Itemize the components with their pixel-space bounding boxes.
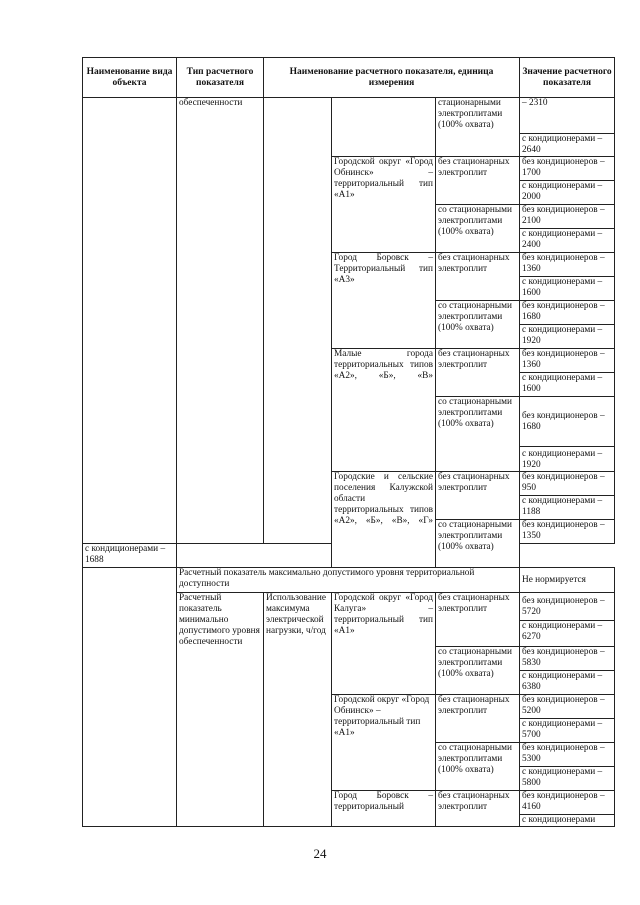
value-cell: – 2310 xyxy=(520,98,615,134)
stove-cell: стационарными электроплитами (100% охвата) xyxy=(436,98,520,157)
territory-cell-prev xyxy=(332,98,436,157)
indicator-type-cell: Расчетный показатель минимально допустимого уровня обеспеченности xyxy=(177,593,264,827)
stove-cell: со стационарными электроплитами (100% охвата) xyxy=(436,743,520,791)
value-cell: с кондиционерами xyxy=(520,815,615,827)
value-cell: без кондиционеров – 1700 xyxy=(520,157,615,181)
territory-cell-borovsk: Город Боровск – Территориальный тип «А3» xyxy=(332,253,436,349)
territory-cell-kaluga: Городской округ «Город Калуга» – территориальный тип «А1» xyxy=(332,593,436,695)
territory-cell-borovsk: Город Боровск – территориальный xyxy=(332,791,436,827)
value-cell: с кондиционерами – 1188 xyxy=(520,496,615,520)
stove-cell: со стационарными электроплитами (100% охвата) xyxy=(436,647,520,695)
value-cell: с кондиционерами – 5700 xyxy=(520,719,615,743)
value-cell: с кондиционерами – 2640 xyxy=(520,134,615,157)
stove-cell: без стационарных электроплит xyxy=(436,157,520,205)
object-type-cell xyxy=(83,568,177,827)
object-type-cell xyxy=(83,98,177,544)
page-number: 24 xyxy=(313,846,327,861)
value-cell: без кондиционеров – 1360 xyxy=(520,349,615,373)
norms-table xyxy=(82,57,615,827)
value-cell: без кондиционеров – 1680 xyxy=(520,301,615,325)
stove-cell: без стационарных электроплит xyxy=(436,593,520,647)
stove-cell: без стационарных электроплит xyxy=(436,695,520,743)
value-cell: с кондиционерами – 2000 xyxy=(520,181,615,205)
access-label: Расчетный показатель максимально допустимого уровня территориальной доступности xyxy=(177,568,520,593)
header-indicator-name: Наименование расчетного показателя, единица измерения xyxy=(264,58,520,98)
value-cell: с кондиционерами – 2400 xyxy=(520,229,615,253)
header-indicator-value: Значение расчетного показателя xyxy=(520,58,615,98)
value-cell: без кондиционеров – 5720 xyxy=(520,593,615,621)
value-cell: с кондиционерами – 1688 xyxy=(83,544,177,568)
value-cell: без кондиционеров – 5300 xyxy=(520,743,615,767)
table-row xyxy=(83,568,615,593)
value-cell: с кондиционерами – 5800 xyxy=(520,767,615,791)
access-value: Не нормируется xyxy=(520,568,615,593)
value-cell: с кондиционерами – 1920 xyxy=(520,447,615,472)
value-cell: без кондиционеров – 2100 xyxy=(520,205,615,229)
territory-cell-obninsk: Городской округ «Город Обнинск» – территориальный тип «А1» xyxy=(332,157,436,253)
stove-cell: без стационарных электроплит xyxy=(436,349,520,397)
indicator-type-cell: обеспеченности xyxy=(177,98,264,544)
indicator-name-cell: Использование максимума электрической нагрузки, ч/год xyxy=(264,593,332,827)
value-cell: с кондиционерами – 1600 xyxy=(520,277,615,301)
value-cell: без кондиционеров – 4160 xyxy=(520,791,615,815)
value-cell: без кондиционеров – 950 xyxy=(520,472,615,496)
stove-cell: со стационарными электроплитами (100% охвата) xyxy=(436,397,520,472)
value-cell: с кондиционерами – 6270 xyxy=(520,621,615,647)
territory-cell-obninsk: Городской округ «Город Обнинск» – территориальный тип «А1» xyxy=(332,695,436,791)
table-row xyxy=(83,98,615,134)
header-object-type: Наименование вида объекта xyxy=(83,58,177,98)
value-cell: без кондиционеров – 1350 xyxy=(520,520,615,544)
value-cell: без кондиционеров – 1360 xyxy=(520,253,615,277)
value-cell: без кондиционеров – 5830 xyxy=(520,647,615,671)
stove-cell: со стационарными электроплитами (100% охвата) xyxy=(436,301,520,349)
value-cell: с кондиционерами – 1600 xyxy=(520,373,615,397)
table-header-row xyxy=(83,58,615,98)
stove-cell: без стационарных электроплит xyxy=(436,472,520,520)
value-cell: с кондиционерами – 1920 xyxy=(520,325,615,349)
territory-cell-rural: Городские и сельские поселения Калужской области территориальных типов «А2», «Б», «В», «Г» xyxy=(332,472,436,568)
stove-cell: без стационарных электроплит xyxy=(436,253,520,301)
value-cell: без кондиционеров – 1680 xyxy=(520,397,615,447)
stove-cell: со стационарными электроплитами (100% охвата) xyxy=(436,205,520,253)
header-indicator-type: Тип расчетного показателя xyxy=(177,58,264,98)
value-cell: с кондиционерами – 6380 xyxy=(520,671,615,695)
stove-cell: со стационарными электроплитами (100% охвата) xyxy=(436,520,520,568)
territory-cell-small-towns: Малые города территориальных типов «А2», «Б», «В» xyxy=(332,349,436,472)
value-cell: без кондиционеров – 5200 xyxy=(520,695,615,719)
indicator-name-cell xyxy=(264,98,332,544)
stove-cell: без стационарных электроплит xyxy=(436,791,520,827)
